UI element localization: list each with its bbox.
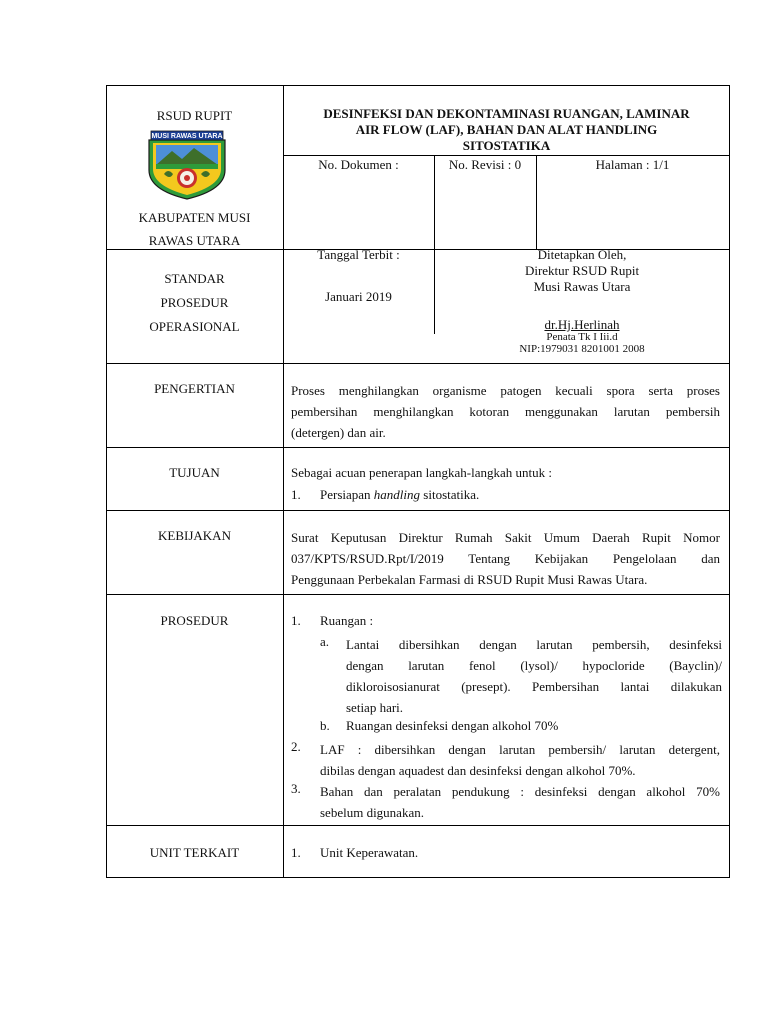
row-divider-unit: [106, 825, 730, 826]
tujuan-item-prefix: Persiapan: [320, 487, 371, 502]
signer-name: dr.Hj.Herlinah: [544, 317, 620, 332]
prosedur-item1a-line-1: Lantai dibersihkan dengan larutan pembersih, desinfeksi: [346, 637, 722, 652]
prosedur-item1a-line-3: dikloroisosianurat (presept). Pembersihan lantai dilakukan: [346, 679, 722, 694]
prosedur-item1a-letter: a.: [320, 634, 330, 649]
row-divider-prosedur: [106, 594, 730, 595]
signer-rank: Penata Tk I Iii.d: [546, 331, 618, 343]
pengertian-text: [291, 380, 720, 443]
row-divider-tujuan: [106, 447, 730, 448]
prosedur-item2-line-2: dibilas dengan aquadest dan desinfeksi dengan alkohol 70%.: [320, 763, 636, 778]
sop-label-line-3: OPERASIONAL: [149, 319, 240, 334]
kebijakan-line-2: 037/KPTS/RSUD.Rpt/I/2019 Tentang Kebijakan Pengelolaan dan: [291, 551, 720, 566]
prosedur-item1b-letter: b.: [320, 718, 330, 733]
issue-date-label: Tanggal Terbit :: [317, 247, 400, 262]
unit-terkait-item-text: Unit Keperawatan.: [320, 845, 419, 860]
tujuan-item-suffix: sitostatika.: [423, 487, 480, 502]
unit-terkait-label: UNIT TERKAIT: [149, 845, 240, 860]
tujuan-item-number: 1.: [291, 487, 301, 502]
approval-block: [434, 247, 730, 295]
sop-label-line-1: STANDAR: [164, 271, 225, 286]
institution-name: RSUD RUPIT: [156, 108, 233, 123]
document-title: [283, 106, 730, 154]
row-divider-pengertian: [106, 363, 730, 364]
tujuan-intro: Sebagai acuan penerapan langkah-langkah untuk :: [291, 465, 552, 480]
tujuan-item-text: [320, 487, 479, 503]
table-border-right: [729, 85, 730, 878]
title-line-2: AIR FLOW (LAF), BAHAN DAN ALAT HANDLING: [355, 122, 658, 137]
prosedur-item3-line-2: sebelum digunakan.: [320, 805, 424, 820]
kebijakan-label: KEBIJAKAN: [158, 528, 231, 543]
prosedur-item1a-line-4: setiap hari.: [346, 700, 404, 715]
column-divider: [283, 85, 284, 878]
tujuan-label: TUJUAN: [169, 465, 220, 480]
emblem-banner-text: MUSI RAWAS UTARA: [151, 133, 223, 140]
doc-number-divider: [434, 155, 435, 334]
prosedur-item1a-line-2: dengan larutan fenol (lysol)/ hypocloride (Bayclin)/: [346, 658, 722, 673]
pengertian-line-1: Proses menghilangkan organisme patogen kecuali spora serta proses: [291, 383, 720, 398]
prosedur-item3-line-1: Bahan dan peralatan pendukung : desinfeksi dengan alkohol 70%: [320, 784, 720, 799]
prosedur-item1a-text: [346, 634, 722, 718]
table-border-left: [106, 85, 107, 878]
prosedur-item2-text: [320, 739, 720, 781]
prosedur-item2-number: 2.: [291, 739, 301, 754]
signer-nip: NIP:1979031 8201001 2008: [519, 343, 645, 355]
table-border-bottom: [106, 877, 730, 878]
kebijakan-line-1: Surat Keputusan Direktur Rumah Sakit Umum Daerah Rupit Nomor: [291, 530, 720, 545]
pengertian-label: PENGERTIAN: [154, 381, 235, 396]
table-border-top: [106, 85, 730, 86]
unit-terkait-item-number: 1.: [291, 845, 301, 860]
issue-date: Januari 2019: [325, 289, 392, 304]
regency-line-2: RAWAS UTARA: [148, 233, 241, 248]
revision-label: No. Revisi : 0: [448, 157, 522, 172]
title-line-1: DESINFEKSI DAN DEKONTAMINASI RUANGAN, LAMINAR: [323, 106, 690, 121]
regency-line-1: KABUPATEN MUSI: [138, 210, 251, 225]
prosedur-item3-text: [320, 781, 720, 823]
tujuan-item-italic: handling: [373, 487, 421, 502]
prosedur-item2-line-1: LAF : dibersihkan dengan larutan pembersih/ larutan detergent,: [320, 742, 720, 757]
sop-label-line-2: PROSEDUR: [160, 295, 229, 310]
approval-line-1: Ditetapkan Oleh,: [537, 247, 627, 262]
page-label: Halaman : 1/1: [595, 157, 670, 172]
pengertian-line-2: pembersihan menghilangkan kotoran menggunakan larutan pembersih: [291, 404, 720, 419]
regency-emblem-logo: [146, 128, 228, 200]
row-divider-kebijakan: [106, 510, 730, 511]
title-line-3: SITOSTATIKA: [462, 138, 551, 153]
pengertian-line-3: (detergen) dan air.: [291, 425, 386, 440]
doc-number-label: No. Dokumen :: [318, 157, 399, 172]
kebijakan-text: [291, 527, 720, 590]
kebijakan-line-3: Penggunaan Perbekalan Farmasi di RSUD Rupit Musi Rawas Utara.: [291, 572, 648, 587]
sop-document: [106, 85, 730, 878]
sop-label: [106, 267, 283, 339]
prosedur-item1b-text: Ruangan desinfeksi dengan alkohol 70%: [346, 718, 559, 733]
prosedur-item1-title: Ruangan :: [320, 613, 374, 628]
title-divider: [283, 155, 730, 156]
approval-line-2: Direktur RSUD Rupit: [524, 263, 640, 278]
prosedur-item1-number: 1.: [291, 613, 301, 628]
prosedur-label: PROSEDUR: [160, 613, 229, 628]
regency-name: [106, 206, 283, 252]
approval-line-3: Musi Rawas Utara: [533, 279, 631, 294]
prosedur-item3-number: 3.: [291, 781, 301, 796]
